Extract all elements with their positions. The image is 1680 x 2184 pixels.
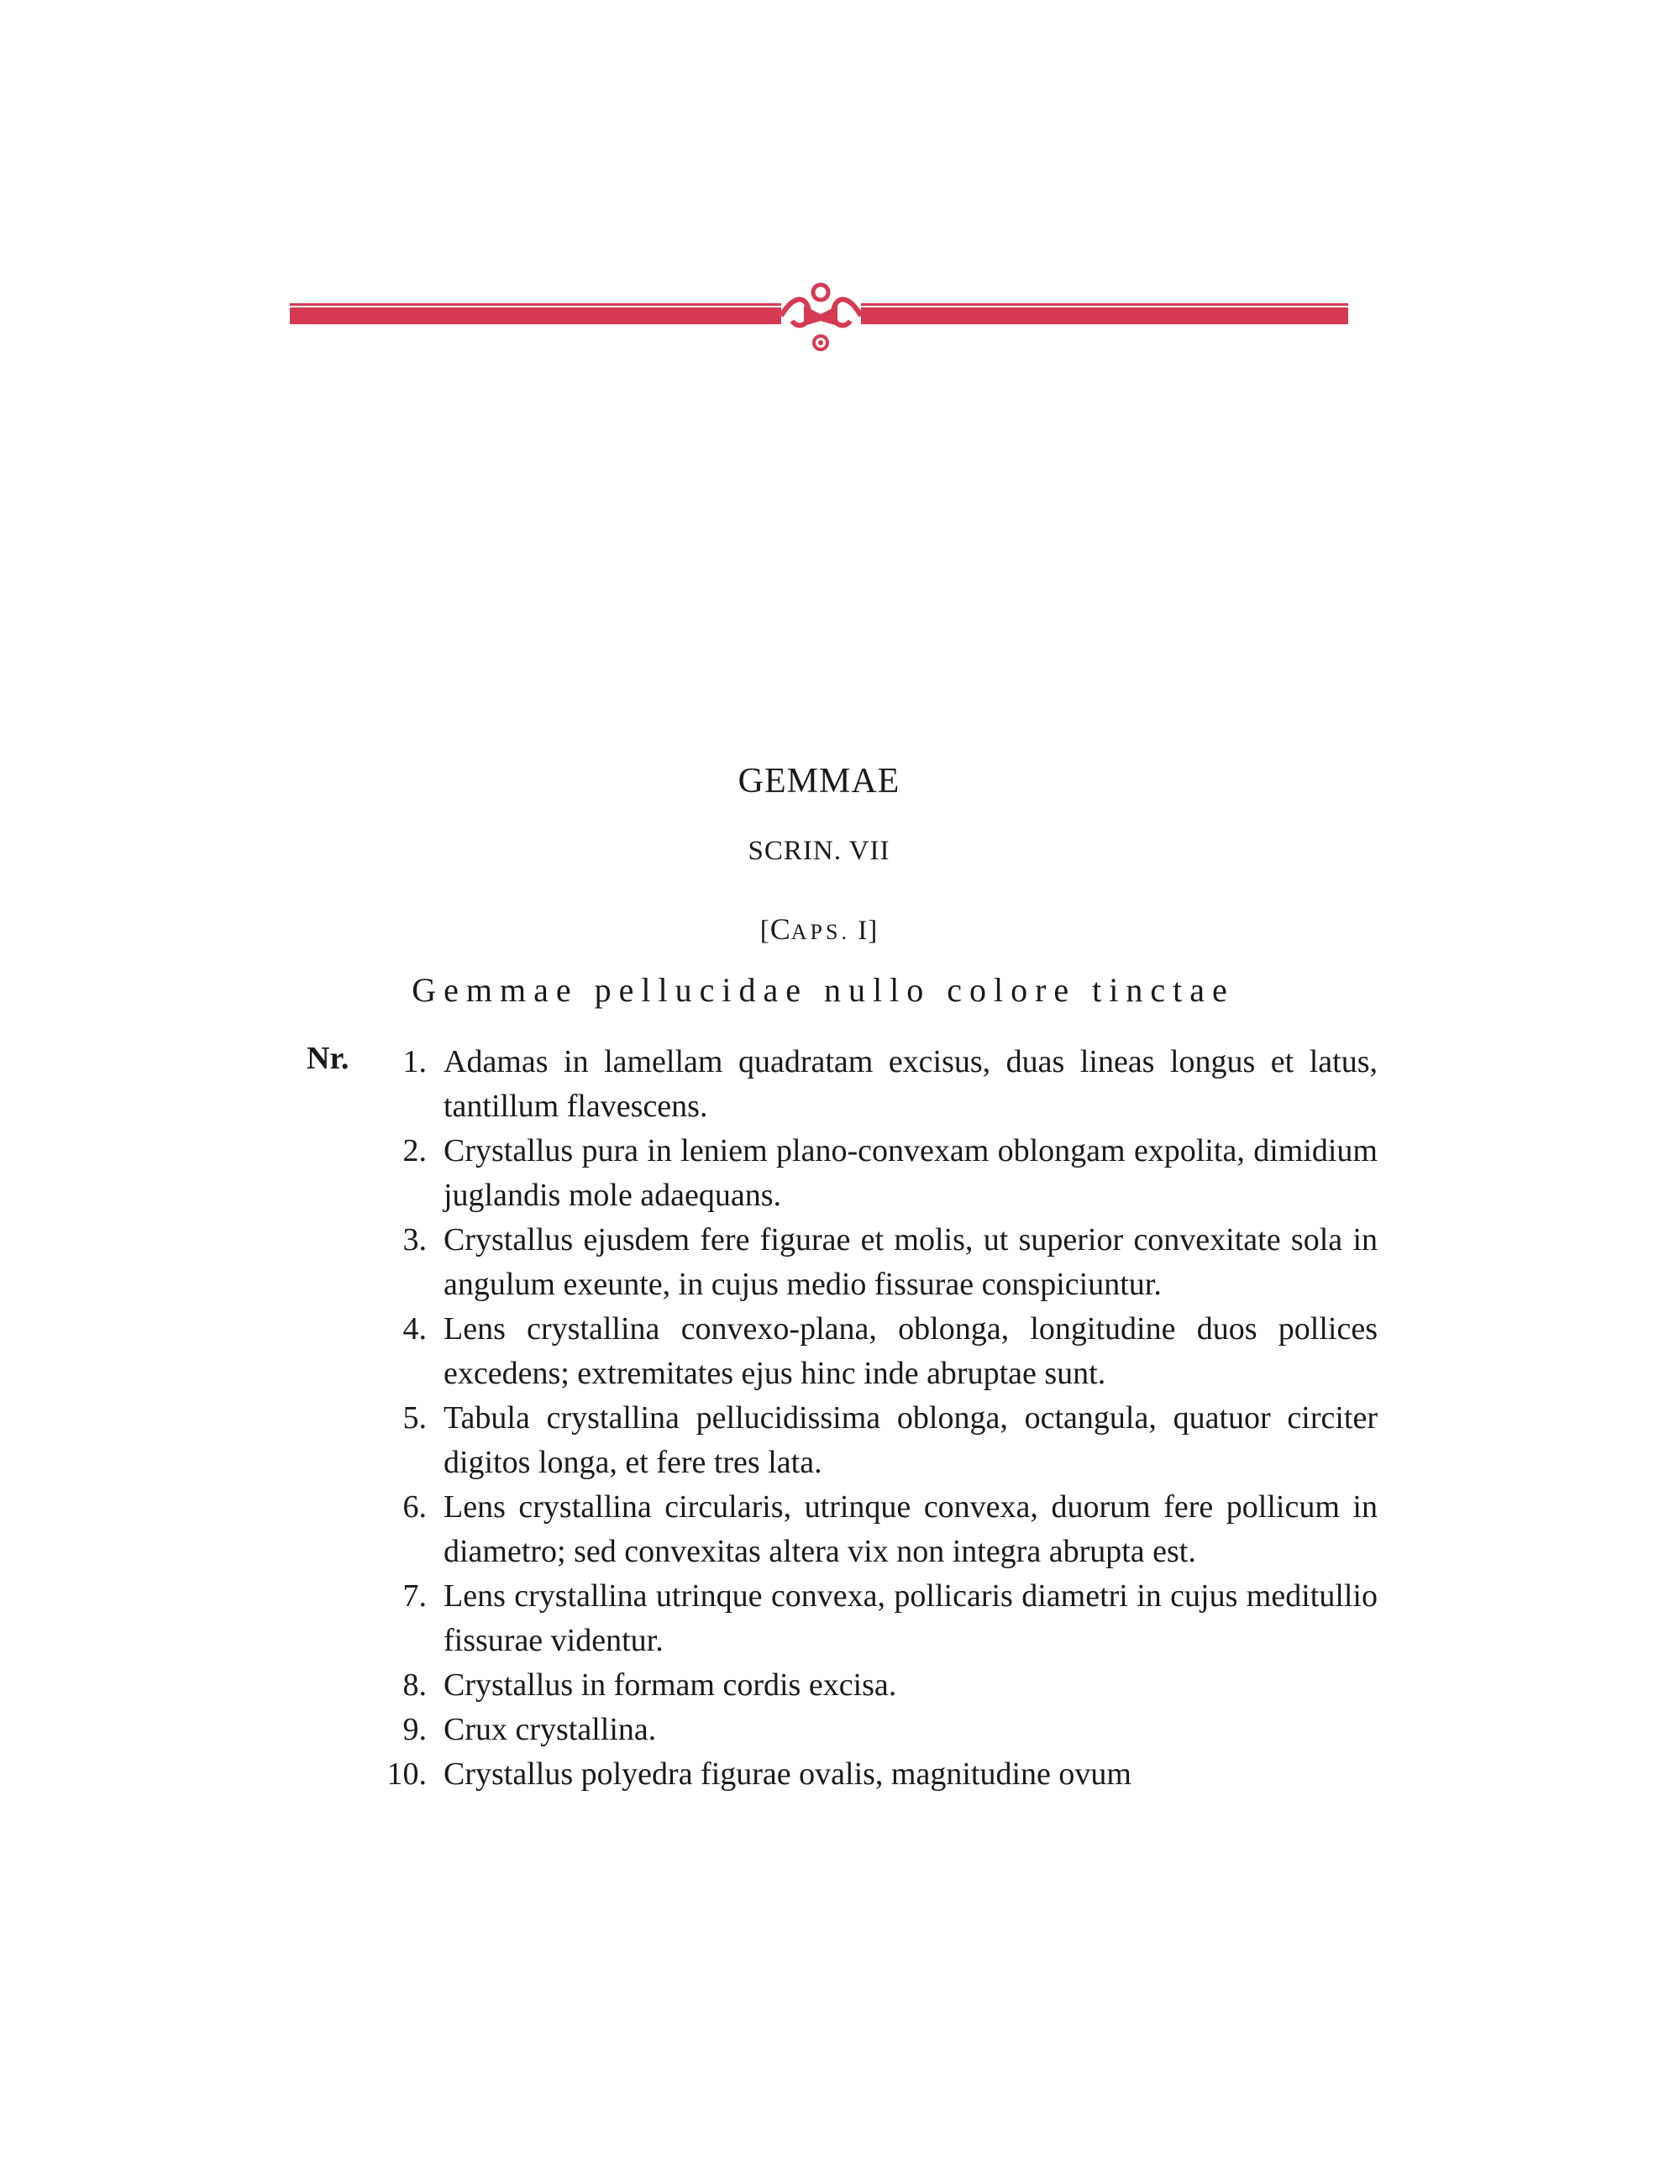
decorative-header-rule [290, 277, 1348, 353]
item-text: Lens crystallina utrinque convexa, pollicaris diametri in cujus meditullio fissurae videntur. [444, 1578, 1378, 1658]
list-item [361, 1708, 1378, 1752]
item-text: Lens crystallina convexo-plana, oblonga, longitudine duos pollices excedens; extremitates ejus hinc inde abruptae sunt. [444, 1311, 1378, 1391]
list-item [361, 1218, 1378, 1307]
item-text: Crystallus polyedra figurae ovalis, magnitudine ovum [444, 1756, 1131, 1792]
item-number: 7. [402, 1578, 427, 1614]
number-label: Nr. [307, 1041, 349, 1076]
scrinium-label: SCRIN. VII [748, 836, 890, 866]
list-item [361, 1307, 1378, 1396]
item-number: 6. [402, 1489, 427, 1525]
item-text: Tabula crystallina pellucidissima oblonga, octangula, quatuor circiter digitos longa, et fere tres lata. [444, 1400, 1378, 1480]
capsula-open-bracket: [ [759, 916, 770, 946]
list-item [361, 1485, 1378, 1574]
item-number: 5. [402, 1400, 427, 1436]
catalogue-list [361, 1040, 1378, 1797]
category-subtitle: Gemmae pellucidae nullo colore tinctae [412, 971, 1235, 1009]
list-item [361, 1129, 1378, 1218]
item-text: Crux crystallina. [444, 1712, 657, 1747]
capsula-number: I] [858, 916, 879, 946]
item-text: Lens crystallina circularis, utrinque convexa, duorum fere pollicum in diametro; sed convexitas altera vix non integra abrupta est. [444, 1489, 1378, 1569]
section-title: GEMMAE [738, 762, 900, 801]
item-number: 8. [402, 1667, 427, 1703]
capsula-label [0, 911, 1638, 947]
list-item [361, 1396, 1378, 1485]
item-number: 1. [402, 1044, 427, 1079]
list-item [361, 1663, 1378, 1708]
item-number: 4. [402, 1311, 427, 1347]
list-item [361, 1040, 1378, 1129]
item-number: 10. [386, 1756, 427, 1792]
item-text: Adamas in lamellam quadratam excisus, duas lineas longus et latus, tantillum flavescens. [444, 1044, 1378, 1124]
item-text: Crystallus ejusdem fere figurae et molis, ut superior convexitate sola in angulum exeunte, in cujus medio fissurae conspiciuntur. [444, 1222, 1378, 1302]
list-item [361, 1574, 1378, 1663]
capsula-rest: APS. [790, 920, 850, 944]
item-number: 9. [402, 1712, 427, 1747]
capsula-initial: C [769, 912, 791, 946]
item-number: 3. [402, 1222, 427, 1257]
item-text: Crystallus pura in leniem plano-convexam oblongam expolita, dimidium juglandis mole adaequans. [444, 1133, 1378, 1213]
list-item [361, 1752, 1378, 1797]
item-number: 2. [402, 1133, 427, 1168]
item-text: Crystallus in formam cordis excisa. [444, 1667, 897, 1703]
